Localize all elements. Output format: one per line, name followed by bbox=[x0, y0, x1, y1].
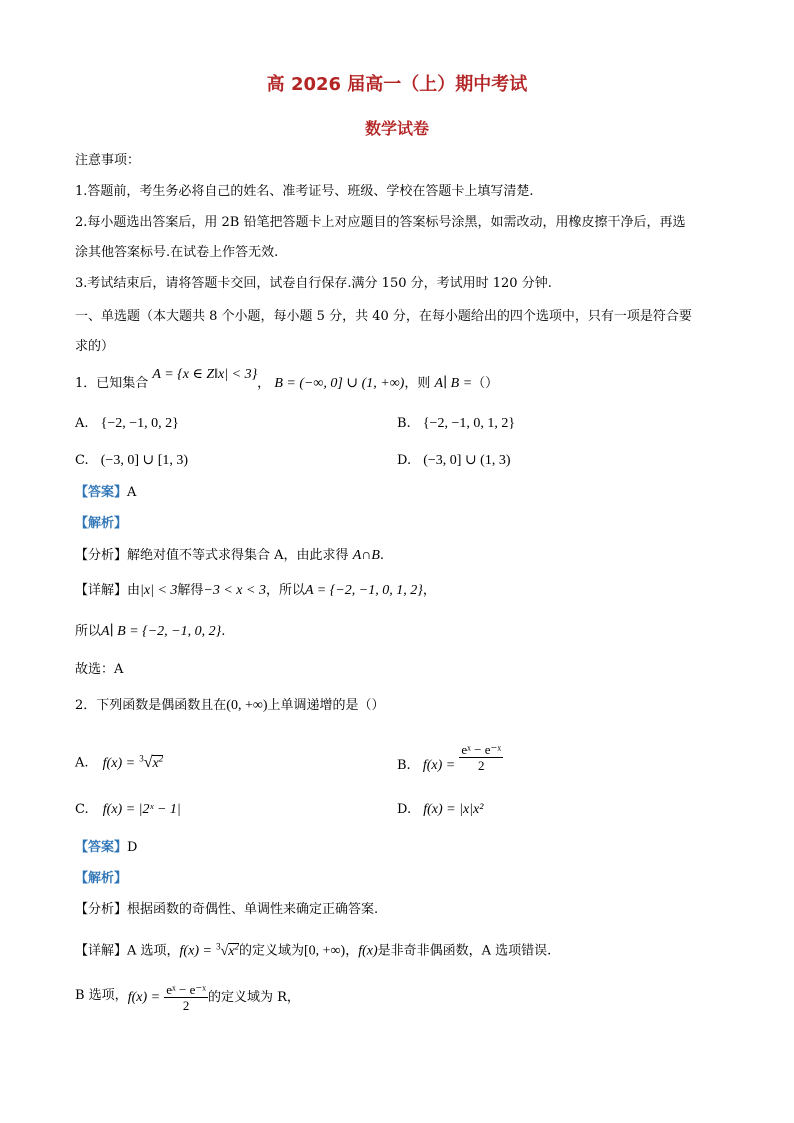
option-value: (−3, 0] ∪ (1, 3) bbox=[423, 453, 511, 468]
conclusion-text: 所以 bbox=[75, 624, 102, 639]
q1-option-d bbox=[397, 453, 511, 469]
option-value: f(x) = |x|x² bbox=[423, 802, 484, 817]
q2-suffix: 上单调递增的是（） bbox=[267, 698, 385, 713]
conclusion-end: . bbox=[221, 624, 226, 639]
q1-option-b bbox=[397, 416, 515, 432]
fenxi-tag: 【分析】 bbox=[75, 548, 128, 563]
q2-detail bbox=[75, 938, 551, 960]
radicand-base: x bbox=[228, 943, 235, 959]
fenxi-tag: 【分析】 bbox=[75, 902, 128, 917]
fraction bbox=[459, 742, 503, 773]
notice-heading: 注意事项： bbox=[75, 153, 141, 168]
q1-choice: 故选：A bbox=[75, 662, 124, 677]
notice-item-3: 3.考试结束后，请将答题卡交回，试卷自行保存.满分 150 分，考试用时 120 分钟. bbox=[75, 276, 552, 291]
q1-tail: （） bbox=[472, 376, 499, 391]
option-value: (−3, 0] ∪ [1, 3) bbox=[100, 453, 189, 468]
q1-set-b: B = (−∞, 0] ∪ (1, +∞) bbox=[274, 376, 405, 391]
detail-domain: [0, +∞) bbox=[303, 943, 346, 959]
detail-text: ， bbox=[422, 583, 436, 598]
answer-value: A bbox=[127, 485, 137, 500]
q1-prefix: 1．已知集合 bbox=[75, 376, 149, 391]
option-value: f(x) = |2ˣ − 1| bbox=[102, 802, 181, 817]
fraction-numerator: eˣ − e⁻ˣ bbox=[461, 742, 502, 757]
q1-set-a: A = {x ∈ Z‖x| < 3} bbox=[152, 367, 258, 382]
q1-conclusion bbox=[75, 624, 225, 640]
answer-value: D bbox=[127, 840, 138, 855]
q1-stem bbox=[75, 367, 499, 392]
fenxi-expr: A∩B bbox=[352, 548, 380, 563]
conclusion-expr: A∣ B = {−2, −1, 0, 2} bbox=[101, 624, 222, 639]
q2-option-d bbox=[397, 802, 483, 818]
section-title-a: 一、单选题（本大题共 8 个小题，每小题 5 分，共 40 分，在每小题给出的四个选项中，只有一项是符合要 bbox=[75, 309, 692, 324]
radicand bbox=[228, 943, 239, 959]
detail-fx: f(x) = bbox=[179, 943, 212, 959]
detail-text: 的定义域为 R， bbox=[207, 990, 300, 1005]
fraction-denominator: 2 bbox=[182, 998, 190, 1013]
exam-title: 高 2026 届高一（上）期中考试 bbox=[266, 74, 528, 95]
option-label: A. bbox=[75, 755, 89, 771]
q1-answer bbox=[75, 485, 136, 501]
detail-fx: f(x) bbox=[358, 943, 378, 959]
option-label: C. bbox=[75, 453, 89, 468]
notice-item-2a: 2.每小题选出答案后，用 2B 铅笔把答题卡上对应题目的答案标号涂黑，如需改动，用橡皮擦干净后，再选 bbox=[75, 215, 686, 230]
detail-text: B 选项， bbox=[75, 988, 128, 1003]
radical-sign: √ bbox=[220, 943, 229, 959]
detail-text: ，所以 bbox=[265, 583, 305, 598]
radicand-base: x bbox=[152, 755, 159, 771]
analysis-tag: 【解析】 bbox=[75, 516, 128, 531]
detail-text: 由 bbox=[127, 583, 141, 598]
option-value: {−2, −1, 0, 2} bbox=[100, 416, 179, 431]
option-label: B. bbox=[397, 416, 411, 431]
section-title-b: 求的） bbox=[75, 339, 115, 354]
q1-option-c bbox=[75, 453, 188, 469]
q2-answer bbox=[75, 840, 137, 856]
detail-set: A = {−2, −1, 0, 1, 2} bbox=[304, 583, 423, 598]
radicand-exp: 2 bbox=[158, 753, 164, 763]
detail-tag: 【详解】 bbox=[75, 583, 128, 598]
fenxi-text: 解绝对值不等式求得集合 A，由此求得 bbox=[127, 548, 349, 563]
radical-sign: √ bbox=[143, 753, 153, 771]
option-lhs: f(x) = bbox=[102, 755, 136, 771]
option-value: {−2, −1, 0, 1, 2} bbox=[422, 416, 516, 431]
detail-tag: 【详解】 bbox=[75, 943, 128, 959]
notice-item-2b: 涂其他答案标号.在试卷上作答无效. bbox=[75, 245, 279, 260]
detail-text: ， bbox=[345, 943, 359, 959]
detail-range: −3 < x < 3 bbox=[203, 583, 266, 598]
q2-option-b-detail bbox=[75, 982, 300, 1013]
fenxi-end: . bbox=[379, 548, 385, 563]
q1-suffix: ，则 bbox=[404, 376, 431, 391]
q2-option-c bbox=[75, 802, 181, 818]
detail-text: 的定义域为 bbox=[238, 943, 304, 959]
detail-fx: f(x) = bbox=[127, 990, 161, 1005]
q2-interval: (0, +∞) bbox=[226, 698, 268, 713]
cube-root bbox=[139, 753, 164, 771]
option-lhs: f(x) = bbox=[422, 758, 456, 773]
option-label: D. bbox=[397, 802, 412, 817]
detail-text: A 选项， bbox=[127, 943, 180, 959]
q1-expr: A∣ B = bbox=[434, 376, 473, 391]
q1-analysis bbox=[75, 516, 127, 532]
option-label: D. bbox=[397, 453, 412, 468]
radicand-exp: 2 bbox=[234, 941, 239, 951]
q2-stem bbox=[75, 698, 385, 714]
q1-option-a bbox=[75, 416, 179, 432]
option-label: C. bbox=[75, 802, 89, 817]
fenxi-text: 根据函数的奇偶性、单调性来确定正确答案. bbox=[127, 902, 379, 917]
q2-option-b bbox=[397, 742, 503, 773]
q2-fenxi bbox=[75, 902, 378, 918]
fraction bbox=[164, 982, 208, 1013]
detail-text: 解得 bbox=[177, 583, 204, 598]
q1-sep: ， bbox=[257, 376, 271, 391]
exam-subtitle: 数学试卷 bbox=[364, 119, 429, 138]
root-index: 3 bbox=[216, 941, 221, 951]
answer-tag: 【答案】 bbox=[75, 485, 128, 500]
root-index: 3 bbox=[139, 753, 144, 763]
q1-fenxi bbox=[75, 548, 384, 564]
q2-option-a bbox=[75, 750, 163, 772]
option-label: B. bbox=[397, 758, 411, 773]
notice-item-1: 1.答题前，考生务必将自己的姓名、准考证号、班级、学校在答题卡上填写清楚. bbox=[75, 184, 534, 199]
q2-analysis bbox=[75, 871, 127, 887]
q2-prefix: 2．下列函数是偶函数且在 bbox=[75, 698, 227, 713]
fraction-numerator: eˣ − e⁻ˣ bbox=[166, 982, 206, 997]
option-label: A. bbox=[75, 416, 89, 431]
radicand bbox=[152, 755, 163, 771]
cube-root bbox=[216, 941, 239, 959]
detail-text: 是非奇非偶函数，A 选项错误. bbox=[377, 943, 552, 959]
fraction-denominator: 2 bbox=[477, 758, 485, 773]
detail-ineq: |x| < 3 bbox=[140, 583, 178, 598]
answer-tag: 【答案】 bbox=[75, 840, 128, 855]
q1-detail bbox=[75, 583, 436, 599]
analysis-tag: 【解析】 bbox=[75, 871, 128, 886]
